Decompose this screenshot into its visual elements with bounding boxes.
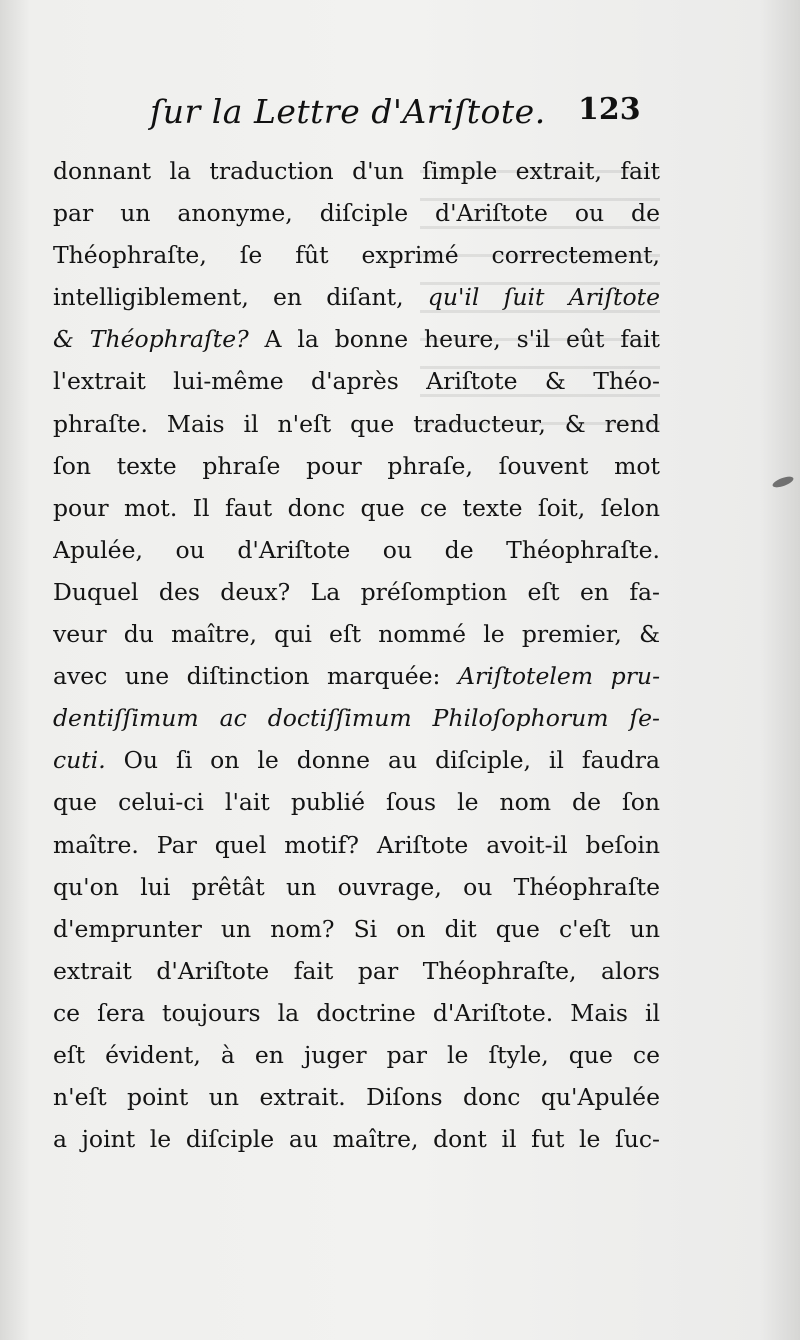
text-line <box>53 992 660 1034</box>
text-run: phraſte. Mais il n'eſt que traducteur, & rend <box>53 409 660 438</box>
text-line <box>53 403 660 445</box>
text-line <box>53 276 660 318</box>
text-line <box>53 1118 660 1160</box>
text-line <box>53 1076 660 1118</box>
text-run: veur du maître, qui eſt nommé le premier, & <box>53 620 660 649</box>
text-line <box>53 445 660 487</box>
text-run: a joint le diſciple au maître, dont il fut le ſuc- <box>53 1125 660 1154</box>
italic-text: qu'il ſuit Ariſtote <box>427 283 660 312</box>
body-text <box>53 150 660 1160</box>
text-line <box>53 866 660 908</box>
text-run: maître. Par quel motif? Ariſtote avoit-il beſoin <box>53 830 660 859</box>
italic-text: dentiſſimum ac doctiſſimum Philoſophorum ſe- <box>53 704 660 733</box>
text-line <box>53 950 660 992</box>
text-run: donnant la traduction d'un ſimple extrait, fait <box>53 157 660 185</box>
italic-text: & Théophraſte? <box>53 325 249 354</box>
text-run: Ou ſi on le donne au diſciple, il faudra <box>105 746 660 775</box>
text-run: n'eſt point un extrait. Diſons donc qu'Apulée <box>53 1083 660 1112</box>
page-number: 123 <box>578 92 641 127</box>
italic-text: cuti. <box>53 746 106 775</box>
text-run: intelligiblement, en diſant, <box>53 283 428 312</box>
text-line <box>53 739 660 781</box>
ink-speck <box>771 474 794 489</box>
text-line <box>53 487 660 529</box>
running-title: ſur la Lettre d'Ariſtote. <box>150 92 546 131</box>
text-line <box>53 150 660 192</box>
text-run: eſt évident, à en juger par le ſtyle, que ce <box>53 1040 660 1069</box>
text-line <box>53 655 660 697</box>
text-run: pour mot. Il faut donc que ce texte ſoit, ſelon <box>53 493 660 522</box>
text-run: ce ſera toujours la doctrine d'Ariſtote. Mais il <box>53 998 660 1027</box>
text-line <box>53 1034 660 1076</box>
text-run: par un anonyme, diſciple d'Ariſtote ou de <box>53 199 660 228</box>
text-line <box>53 192 660 234</box>
text-line <box>53 908 660 950</box>
text-run: que celui-ci l'ait publié ſous le nom de ſon <box>53 788 660 817</box>
text-line <box>53 697 660 739</box>
text-run: ſon texte phraſe pour phraſe, ſouvent mot <box>53 451 660 480</box>
text-line <box>53 529 660 571</box>
text-run: Théophraſte, ſe fût exprimé correctement, <box>53 241 660 270</box>
text-line <box>53 613 660 655</box>
text-run: Duquel des deux? La préſomption eſt en fa- <box>53 577 660 606</box>
text-run: A la bonne heure, s'il eût fait <box>248 325 660 354</box>
text-run: l'extrait lui-même d'après Ariſtote & Théo- <box>53 367 660 396</box>
italic-text: Ariſtotelem pru- <box>458 662 660 691</box>
text-run: extrait d'Ariſtote fait par Théophraſte, alors <box>53 956 660 985</box>
text-line <box>53 824 660 866</box>
text-run: qu'on lui prêtât un ouvrage, ou Théophraſte <box>53 872 660 901</box>
text-line <box>53 360 660 402</box>
text-run: Apulée, ou d'Ariſtote ou de Théophraſte. <box>53 535 660 564</box>
running-head <box>150 92 670 140</box>
text-line <box>53 571 660 613</box>
text-run: d'emprunter un nom? Si on dit que c'eſt un <box>53 914 660 943</box>
text-run: avec une diſtinction marquée: <box>53 662 459 691</box>
text-line <box>53 234 660 276</box>
text-line <box>53 781 660 823</box>
text-line <box>53 318 660 360</box>
